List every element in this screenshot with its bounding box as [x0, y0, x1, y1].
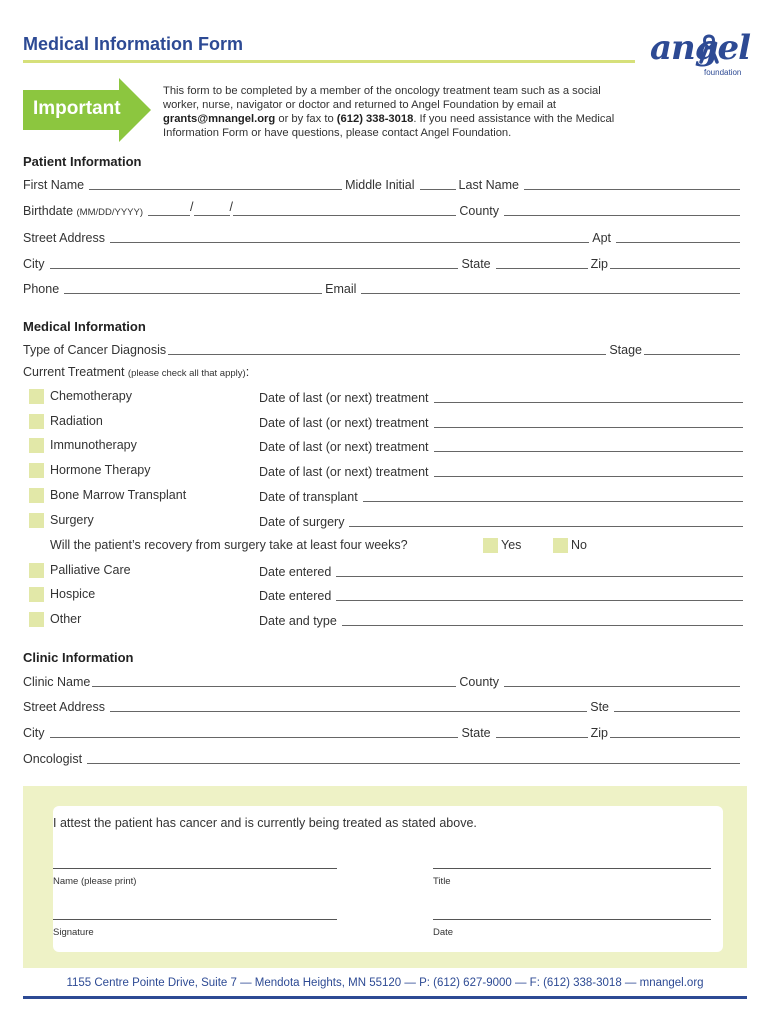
apt-label: Apt	[592, 231, 611, 245]
clinic-name-row	[23, 673, 743, 689]
title-label: Title	[433, 876, 451, 887]
palliative-date-row: Date entered	[259, 563, 743, 579]
phone-row	[23, 280, 743, 296]
clinic-city-field[interactable]	[50, 725, 459, 738]
date-field[interactable]	[433, 919, 711, 920]
footer-contact: 1155 Centre Pointe Drive, Suite 7 — Mendota Heights, MN 55120 — P: (612) 627-9000 — F: (612) 338-3018 — mnangel.org	[66, 977, 704, 989]
clinic-state-field[interactable]	[496, 725, 588, 738]
zip-label: Zip	[590, 257, 608, 271]
signature-field[interactable]	[53, 919, 337, 920]
date-slash: /	[190, 200, 194, 214]
chemotherapy-label: Chemotherapy	[50, 389, 132, 403]
middle-initial-field[interactable]	[420, 177, 456, 190]
bone-marrow-label: Bone Marrow Transplant	[50, 488, 187, 502]
angel-foundation-logo	[650, 28, 750, 80]
zip-field[interactable]	[610, 256, 740, 269]
state-field[interactable]	[496, 256, 588, 269]
other-date-row: Date and type	[259, 612, 743, 628]
last-name-label: Last Name	[458, 178, 519, 192]
birthdate-label: Birthdate (MM/DD/YYYY)	[23, 204, 144, 218]
street-label: Street Address	[23, 231, 105, 245]
ribbon-icon	[698, 34, 720, 64]
radiation-date-field[interactable]	[434, 415, 743, 428]
middle-initial-label: Middle Initial	[345, 178, 415, 192]
hospice-date-row: Date entered	[259, 587, 743, 603]
hospice-date-field[interactable]	[336, 588, 743, 601]
clinic-ste-field[interactable]	[614, 699, 740, 712]
immunotherapy-date-row: Date of last (or next) treatment	[259, 438, 743, 454]
transplant-date-field[interactable]	[363, 489, 743, 502]
other-date-field[interactable]	[342, 613, 743, 626]
intro-paragraph: This form to be completed by a member of the oncology treatment team such as a social worker, nurse, navigator or doctor and returned to Angel Foundation by email at grants@mnangel.org or by fax to (612) 338-3018. If you need assistance with the Medical Information Form or have questions, please contact Angel Foundation.	[163, 85, 615, 139]
clinic-info-heading: Clinic Information	[23, 650, 134, 665]
phone-field[interactable]	[64, 281, 322, 294]
clinic-city-label: City	[23, 726, 45, 740]
important-arrow	[23, 78, 151, 142]
recovery-no-checkbox[interactable]	[553, 538, 568, 553]
birth-month-field[interactable]	[148, 203, 190, 216]
palliative-date-field[interactable]	[336, 564, 743, 577]
date-slash: /	[229, 200, 233, 214]
birth-year-field[interactable]	[233, 203, 456, 216]
surgery-date-field[interactable]	[349, 514, 743, 527]
hormone-therapy-date-field[interactable]	[434, 464, 743, 477]
radiation-label: Radiation	[50, 414, 103, 428]
clinic-county-label: County	[459, 675, 499, 689]
stage-field[interactable]	[644, 342, 740, 355]
immunotherapy-label: Immunotherapy	[50, 438, 137, 452]
transplant-date-row: Date of transplant	[259, 488, 743, 504]
city-row	[23, 255, 743, 271]
signature-label: Signature	[53, 927, 94, 938]
name-print-field[interactable]	[53, 868, 337, 869]
recovery-question: Will the patient’s recovery from surgery take at least four weeks?	[50, 538, 408, 552]
attestation-statement: I attest the patient has cancer and is currently being treated as stated above.	[53, 816, 477, 830]
phone-label: Phone	[23, 282, 60, 296]
patient-info-heading: Patient Information	[23, 154, 142, 169]
state-label: State	[461, 257, 491, 271]
logo-wordmark: angel	[650, 28, 751, 68]
form-title: Medical Information Form	[23, 34, 244, 54]
diagnosis-row	[23, 341, 743, 357]
title-underline	[23, 60, 635, 63]
other-checkbox[interactable]	[29, 612, 44, 627]
oncologist-row	[23, 750, 743, 766]
hormone-therapy-label: Hormone Therapy	[50, 463, 151, 477]
surgery-date-row: Date of surgery	[259, 513, 743, 529]
date-label: Date	[433, 927, 454, 938]
important-label: Important	[33, 98, 121, 119]
clinic-name-label: Clinic Name	[23, 675, 91, 689]
birthdate-row	[23, 202, 743, 218]
immunotherapy-date-field[interactable]	[434, 439, 743, 452]
other-label: Other	[50, 612, 82, 626]
clinic-zip-field[interactable]	[610, 725, 740, 738]
attestation-panel	[23, 786, 747, 968]
radiation-date-row: Date of last (or next) treatment	[259, 414, 743, 430]
medical-info-heading: Medical Information	[23, 319, 146, 334]
clinic-street-field[interactable]	[110, 699, 587, 712]
oncologist-label: Oncologist	[23, 752, 83, 766]
clinic-ste-label: Ste	[590, 700, 609, 714]
clinic-street-row	[23, 698, 743, 714]
hormone-therapy-date-row: Date of last (or next) treatment	[259, 463, 743, 479]
oncologist-field[interactable]	[87, 751, 740, 764]
surgery-label: Surgery	[50, 513, 94, 527]
immunotherapy-checkbox[interactable]	[29, 438, 44, 453]
clinic-zip-label: Zip	[590, 726, 608, 740]
fax-number: (612) 338-3018	[336, 113, 414, 125]
chemotherapy-date-row: Date of last (or next) treatment	[259, 389, 743, 405]
email-address[interactable]: grants@mnangel.org	[163, 113, 276, 125]
stage-label: Stage	[609, 343, 642, 357]
clinic-city-row	[23, 724, 743, 740]
radiation-checkbox[interactable]	[29, 414, 44, 429]
hormone-therapy-checkbox[interactable]	[29, 463, 44, 478]
diagnosis-field[interactable]	[168, 342, 606, 355]
city-label: City	[23, 257, 45, 271]
palliative-care-checkbox[interactable]	[29, 563, 44, 578]
surgery-checkbox[interactable]	[29, 513, 44, 528]
clinic-street-label: Street Address	[23, 700, 105, 714]
clinic-name-field[interactable]	[92, 674, 456, 687]
hospice-label: Hospice	[50, 587, 96, 601]
birth-day-field[interactable]	[194, 203, 230, 216]
footer-rule	[23, 996, 747, 999]
hospice-checkbox[interactable]	[29, 587, 44, 602]
street-row	[23, 229, 743, 245]
title-field[interactable]	[433, 868, 711, 869]
street-field[interactable]	[110, 230, 589, 243]
clinic-county-field[interactable]	[504, 674, 740, 687]
apt-field[interactable]	[616, 230, 740, 243]
last-name-field[interactable]	[524, 177, 740, 190]
clinic-state-label: State	[461, 726, 491, 740]
logo-subtitle: foundation	[704, 68, 742, 77]
recovery-yes-checkbox[interactable]	[483, 538, 498, 553]
first-name-label: First Name	[23, 178, 85, 192]
diagnosis-label: Type of Cancer Diagnosis	[23, 343, 167, 357]
county-label: County	[459, 204, 499, 218]
palliative-care-label: Palliative Care	[50, 563, 131, 577]
recovery-yes-label: Yes	[501, 538, 522, 552]
chemotherapy-date-field[interactable]	[434, 390, 743, 403]
city-field[interactable]	[50, 256, 459, 269]
first-name-field[interactable]	[89, 177, 342, 190]
attestation-card	[53, 806, 723, 952]
name-print-label: Name (please print)	[53, 876, 137, 887]
recovery-no-label: No	[571, 538, 587, 552]
current-treatment-label: Current Treatment (please check all that apply):	[23, 365, 250, 379]
chemotherapy-checkbox[interactable]	[29, 389, 44, 404]
bone-marrow-checkbox[interactable]	[29, 488, 44, 503]
email-label: Email	[325, 282, 357, 296]
county-field[interactable]	[504, 203, 740, 216]
email-field[interactable]	[361, 281, 740, 294]
name-row	[23, 176, 743, 192]
